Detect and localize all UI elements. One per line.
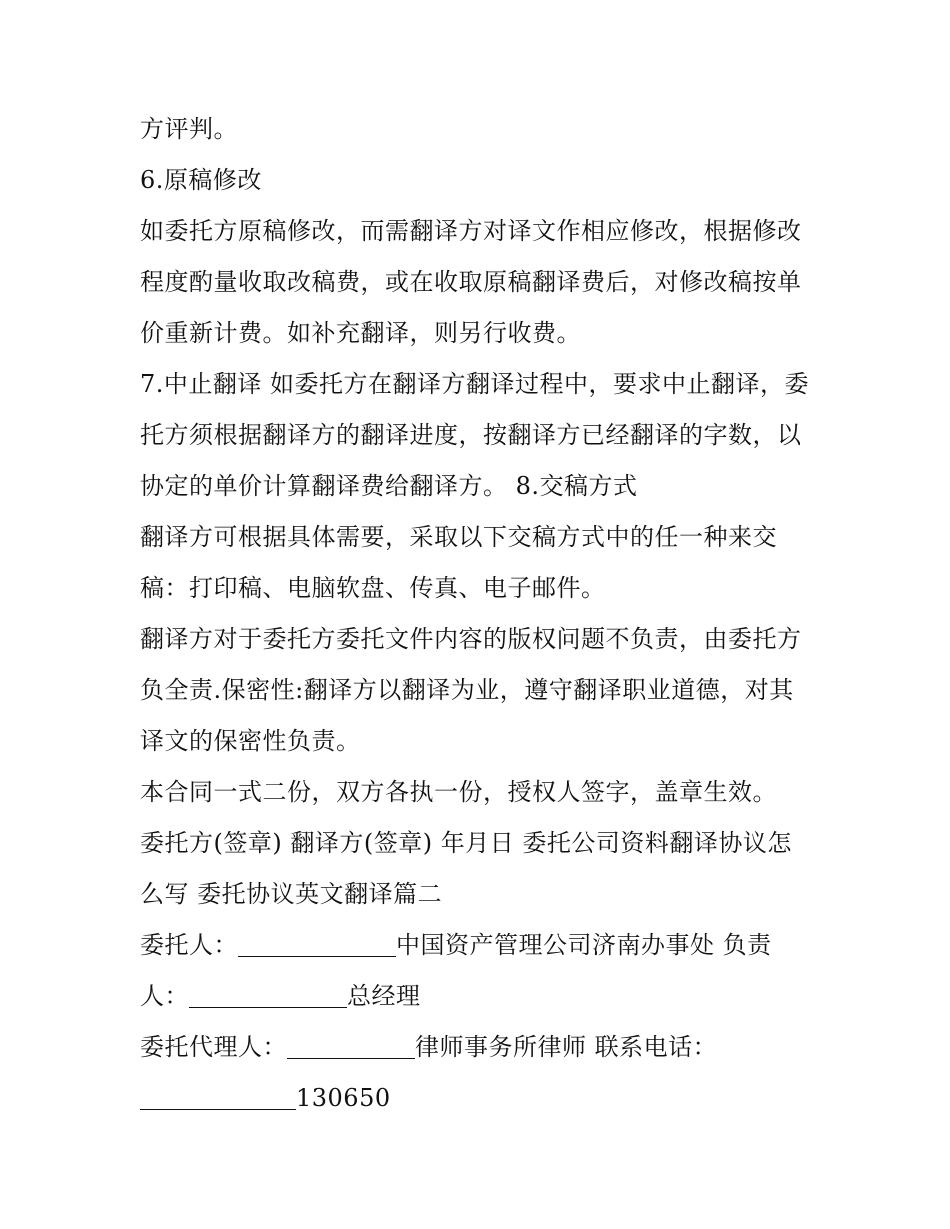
phone-value: 130650: [296, 1084, 391, 1112]
text-line: 协定的单价计算翻译费给翻译方。 8.交稿方式: [140, 472, 638, 500]
section-heading-original-revision: 6.原稿修改: [140, 166, 262, 194]
agent-value: 律师事务所律师 联系电话：: [415, 1033, 718, 1061]
person-value: 总经理: [347, 982, 421, 1010]
agent-line: [140, 1022, 830, 1073]
text-line: 翻译方对于委托方委托文件内容的版权问题不负责，由委托方: [140, 625, 802, 653]
text-line: 本合同一式二份，双方各执一份，授权人签字，盖章生效。: [140, 778, 777, 806]
text-line: 价重新计费。如补充翻译，则另行收费。: [140, 319, 581, 347]
principal-line: [140, 920, 830, 971]
principal-blank: [238, 928, 396, 957]
text-line: 如委托方原稿修改，而需翻译方对译文作相应修改，根据修改: [140, 217, 802, 245]
text-line: 程度酌量收取改稿费，或在收取原稿翻译费后，对修改稿按单: [140, 268, 802, 296]
text-line: 托方须根据翻译方的翻译进度，按翻译方已经翻译的字数，以: [140, 421, 802, 449]
text-line: 负全责.保密性:翻译方以翻译为业，遵守翻译职业道德，对其: [140, 676, 794, 704]
principal-label: 委托人：: [140, 931, 238, 959]
text-line: 翻译方可根据具体需要，采取以下交稿方式中的任一种来交: [140, 523, 777, 551]
person-blank: [189, 979, 347, 1008]
document-body: [140, 104, 830, 1124]
principal-value: 中国资产管理公司济南办事处 负责: [396, 931, 772, 959]
section-heading-stop-translation: 7.中止翻译 如委托方在翻译方翻译过程中，要求中止翻译，委: [140, 370, 810, 398]
text-line: 稿：打印稿、电脑软盘、传真、电子邮件。: [140, 574, 606, 602]
phone-line: [140, 1073, 830, 1124]
text-line: 译文的保密性负责。: [140, 727, 361, 755]
agent-blank: [287, 1030, 415, 1059]
person-label: 人：: [140, 982, 189, 1010]
text-line: 么写 委托协议英文翻译篇二: [140, 880, 443, 908]
agent-label: 委托代理人：: [140, 1033, 287, 1061]
text-line: 方评判。: [140, 115, 238, 143]
signature-line: 委托方(签章) 翻译方(签章) 年月日 委托公司资料翻译协议怎: [140, 829, 792, 857]
phone-blank: [140, 1081, 296, 1110]
responsible-person-line: [140, 971, 830, 1022]
